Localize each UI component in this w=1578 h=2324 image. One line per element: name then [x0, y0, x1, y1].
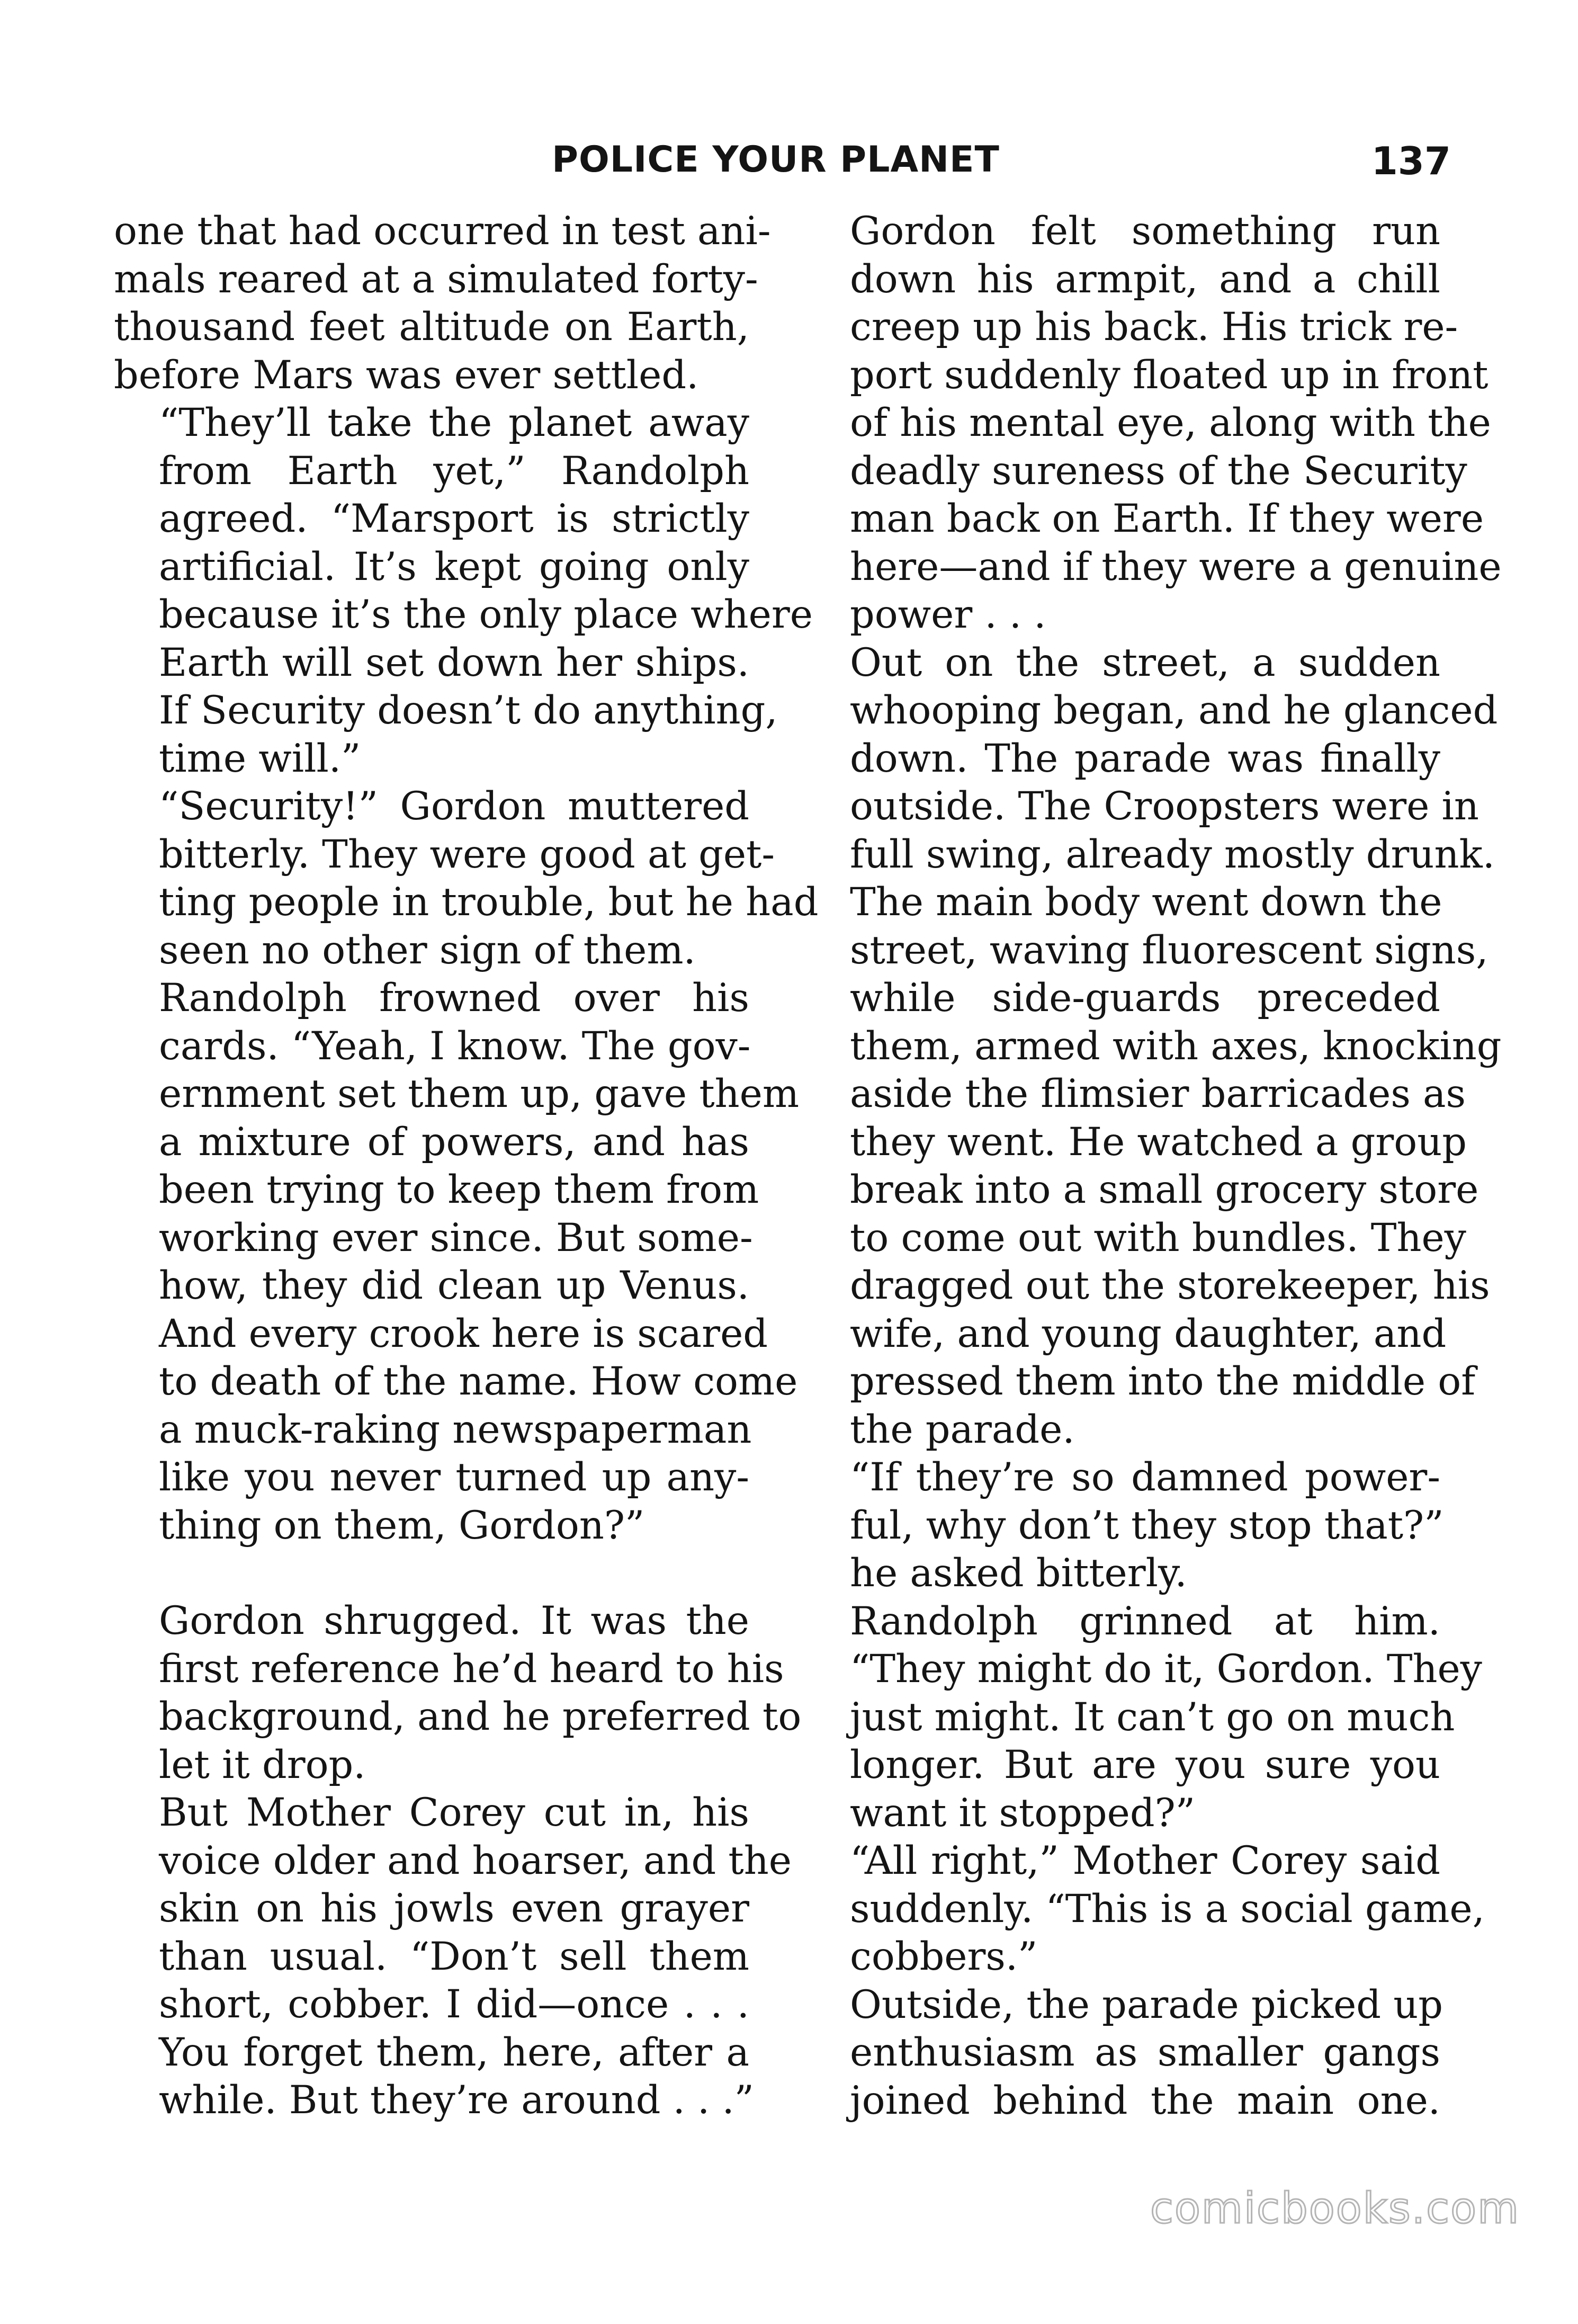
text-line: one that had occurred in test ani- — [114, 209, 771, 254]
text-line: If Security doesn’t do anything, — [159, 688, 778, 733]
left-text-column — [114, 208, 819, 2125]
paragraph — [114, 783, 819, 975]
paragraph — [114, 208, 771, 399]
text-line: Gordon shrugged. It was the — [159, 1598, 749, 1643]
text-line: street, waving fluorescent signs, — [850, 927, 1489, 973]
text-line: here—and if they were a genuine — [850, 544, 1502, 589]
text-line: down his armpit, and a chill — [850, 256, 1440, 302]
text-line: port suddenly floated up in front — [850, 352, 1489, 398]
text-line: seen no other sign of them. — [159, 927, 696, 973]
text-line: deadly sureness of the Security — [850, 448, 1467, 494]
paragraph — [114, 1597, 802, 1789]
text-line: man back on Earth. If they were — [850, 496, 1484, 541]
text-line: mals reared at a simulated forty- — [114, 256, 758, 302]
paragraph — [805, 639, 1502, 1454]
text-line: thing on them, Gordon?” — [159, 1503, 645, 1548]
paragraph — [805, 1454, 1444, 1598]
text-line: full swing, already mostly drunk. — [850, 832, 1495, 877]
text-line: Randolph frowned over his — [159, 976, 749, 1021]
text-line: he asked bitterly. — [850, 1551, 1187, 1596]
text-line: working ever since. But some- — [159, 1215, 753, 1261]
text-line: “They’ll take the planet away — [159, 400, 749, 445]
text-line: ernment set them up, gave them — [159, 1071, 800, 1116]
text-line: than usual. “Don’t sell them — [159, 1934, 749, 1979]
text-line: them, armed with axes, knocking — [850, 1023, 1502, 1069]
text-line: while. But they’re around . . .” — [159, 2078, 754, 2123]
text-line: down. The parade was finally — [850, 736, 1440, 781]
text-line: short, cobber. I did—once . . . — [159, 1982, 749, 2027]
text-line: suddenly. “This is a social game, — [850, 1886, 1485, 1932]
text-line: longer. But are you sure you — [850, 1742, 1440, 1787]
text-line: from Earth yet,” Randolph — [159, 448, 749, 494]
text-line: a muck-raking newspaperman — [159, 1407, 752, 1452]
text-line: Randolph grinned at him. — [850, 1598, 1440, 1644]
running-title: POLICE YOUR PLANET — [552, 139, 1000, 181]
text-line: how, they did clean up Venus. — [159, 1263, 749, 1308]
text-line: let it drop. — [159, 1742, 366, 1787]
paragraph — [114, 975, 800, 1550]
text-line: power . . . — [850, 592, 1046, 637]
text-line: like you never turned up any- — [159, 1455, 749, 1500]
text-line: background, and he preferred to — [159, 1694, 802, 1739]
text-line: ful, why don’t they stop that?” — [850, 1503, 1444, 1548]
text-line: because it’s the only place where — [159, 592, 813, 637]
text-line: the parade. — [850, 1407, 1075, 1452]
text-line: before Mars was ever settled. — [114, 352, 699, 398]
text-line: creep up his back. His trick re- — [850, 305, 1458, 350]
paragraph — [805, 208, 1502, 639]
text-line: to death of the name. How come — [159, 1359, 798, 1404]
page-number: 137 — [1371, 139, 1451, 183]
paragraph — [114, 1789, 792, 2125]
text-line: thousand feet altitude on Earth, — [114, 305, 749, 350]
text-line: they went. He watched a group — [850, 1119, 1467, 1165]
text-line: of his mental eye, along with the — [850, 400, 1491, 445]
text-line: voice older and hoarser, and the — [159, 1838, 792, 1883]
watermark: comicbooks.com — [1150, 2184, 1520, 2233]
text-line: Earth will set down her ships. — [159, 640, 749, 685]
text-line: The main body went down the — [850, 880, 1442, 925]
text-line: to come out with bundles. They — [850, 1215, 1466, 1261]
text-line: You forget them, here, after a — [159, 2030, 749, 2075]
text-line: agreed. “Marsport is strictly — [159, 496, 749, 541]
text-line: skin on his jowls even grayer — [159, 1886, 749, 1931]
text-line: whooping began, and he glanced — [850, 688, 1498, 733]
text-line: Out on the street, a sudden — [850, 640, 1440, 685]
text-line: cobbers.” — [850, 1934, 1038, 1979]
text-line: Outside, the parade picked up — [850, 1982, 1443, 2027]
right-text-column — [805, 208, 1502, 2125]
text-line: “Security!” Gordon muttered — [159, 784, 749, 829]
text-line: ting people in trouble, but he had — [159, 880, 819, 925]
text-line: want it stopped?” — [850, 1790, 1196, 1836]
text-line: joined behind the main one. — [850, 2078, 1440, 2123]
text-line: first reference he’d heard to his — [159, 1646, 784, 1692]
text-line: while side-guards preceded — [850, 976, 1440, 1021]
text-line: time will.” — [159, 736, 361, 781]
text-line: a mixture of powers, and has — [159, 1119, 749, 1165]
text-line: artificial. It’s kept going only — [159, 544, 749, 589]
text-line: dragged out the storekeeper, his — [850, 1263, 1490, 1308]
paragraph — [805, 1598, 1482, 1838]
text-line: been trying to keep them from — [159, 1167, 759, 1212]
text-line: And every crook here is scared — [159, 1311, 768, 1356]
text-line: aside the flimsier barricades as — [850, 1071, 1466, 1116]
text-line: Gordon felt something run — [850, 209, 1440, 254]
text-line: outside. The Croopsters were in — [850, 784, 1479, 829]
paragraph — [114, 399, 813, 783]
text-line: pressed them into the middle of — [850, 1359, 1476, 1404]
text-line: break into a small grocery store — [850, 1167, 1479, 1212]
text-line: “All right,” Mother Corey said — [850, 1838, 1440, 1883]
text-line: cards. “Yeah, I know. The gov- — [159, 1023, 751, 1069]
text-line: “If they’re so damned power- — [850, 1455, 1440, 1500]
text-line: bitterly. They were good at get- — [159, 832, 775, 877]
text-line: enthusiasm as smaller gangs — [850, 2030, 1440, 2075]
text-line: But Mother Corey cut in, his — [159, 1790, 749, 1835]
text-line: wife, and young daughter, and — [850, 1311, 1447, 1356]
text-line: “They might do it, Gordon. They — [850, 1647, 1482, 1692]
paragraph — [805, 1981, 1443, 2125]
text-line: just might. It can’t go on much — [850, 1694, 1455, 1740]
paragraph — [805, 1837, 1485, 1981]
